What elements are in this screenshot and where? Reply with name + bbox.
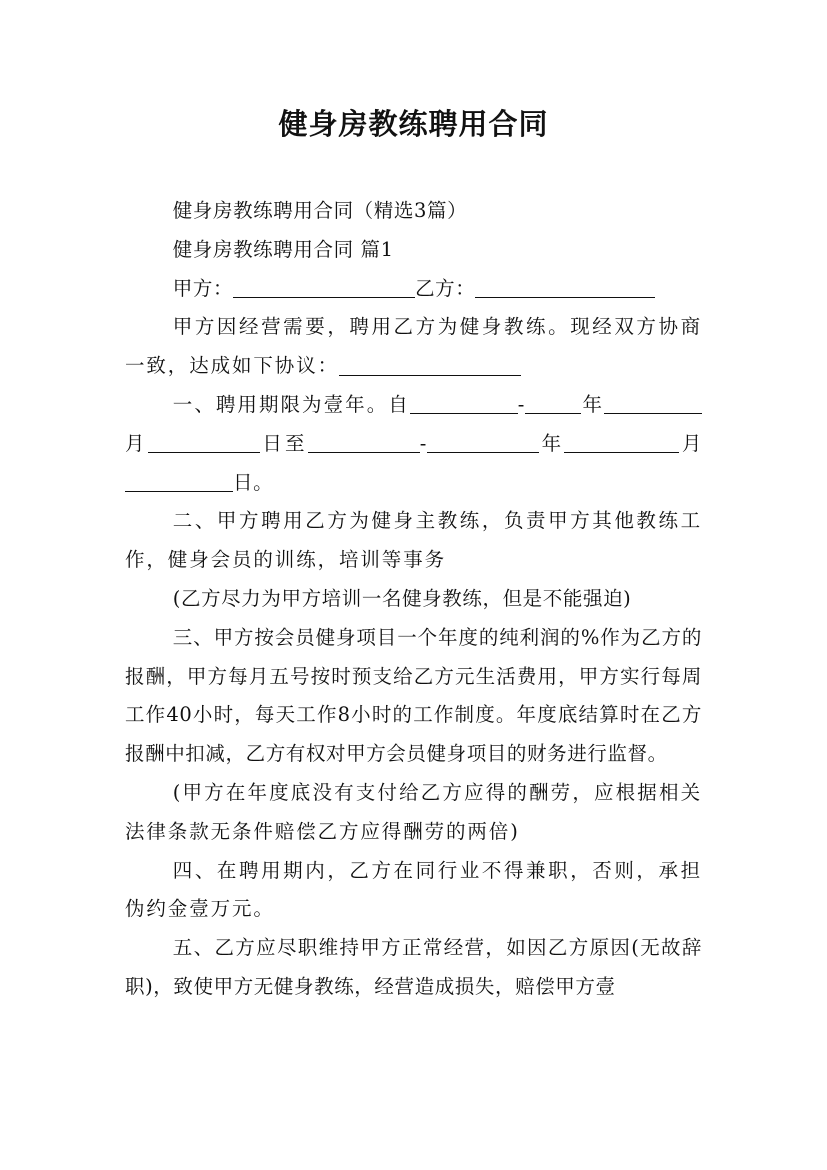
agreement-blank bbox=[339, 355, 521, 376]
document-title: 健身房教练聘用合同 bbox=[278, 107, 549, 141]
party-b-blank bbox=[475, 278, 655, 299]
party-b-label: 乙方： bbox=[415, 276, 476, 300]
end-day-blank bbox=[125, 472, 233, 493]
document-body bbox=[125, 192, 702, 1007]
party-a-label: 甲方： bbox=[172, 276, 234, 300]
clause-3: 三、甲方按会员健身项目一个年度的纯利润的%作为乙方的报酬，甲方每月五号按时预支给乙方元生活费用，甲方实行每周工作40小时，每天工作8小时的工作制度。年度底结算时在乙方报酬中扣减，乙方有权对甲方会员健身项目的财务进行监督。 bbox=[125, 625, 702, 766]
end-year-blank bbox=[427, 433, 539, 454]
section-heading: 健身房教练聘用合同 篇1 bbox=[172, 237, 394, 261]
clause1-year-b: 年 bbox=[538, 431, 565, 455]
clause1-day-to: 日至 bbox=[259, 431, 308, 455]
clause1-year-a: 年 bbox=[581, 392, 604, 416]
end-month-blank bbox=[564, 433, 679, 454]
start-date-blank bbox=[410, 394, 518, 415]
start-month-blank bbox=[604, 394, 702, 415]
intro-text: 甲方因经营需要，聘用乙方为健身教练。现经双方协商一致，达成如下协议： bbox=[125, 315, 702, 378]
clause-2-note: (乙方尽力为甲方培训一名健身教练，但是不能强迫) bbox=[172, 586, 632, 610]
start-day-blank bbox=[148, 433, 260, 454]
clause1-dash-b: - bbox=[419, 431, 427, 455]
clause-4: 四、在聘用期内，乙方在同行业不得兼职，否则，承担伪约金壹万元。 bbox=[125, 858, 702, 921]
clause1-dash-a: - bbox=[517, 392, 525, 416]
intro-paragraph bbox=[125, 308, 702, 386]
end-date-blank bbox=[308, 433, 420, 454]
parties-line bbox=[125, 270, 702, 309]
clause1-month-b: 月 bbox=[679, 431, 702, 455]
clause1-month-a: 月 bbox=[125, 431, 148, 455]
clause-1 bbox=[125, 386, 702, 502]
subtitle-paragraph: 健身房教练聘用合同（精选3篇） bbox=[172, 199, 468, 222]
clause-2: 二、甲方聘用乙方为健身主教练，负责甲方其他教练工作，健身会员的训练，培训等事务 bbox=[125, 509, 702, 572]
clause1-day-end: 日。 bbox=[233, 470, 274, 494]
clause-5: 五、乙方应尽职维持甲方正常经营，如因乙方原因(无故辞职)，致使甲方无健身教练，经营造成损失，赔偿甲方壹 bbox=[125, 936, 702, 998]
clause1-prefix: 一、聘用期限为壹年。自 bbox=[172, 392, 410, 416]
party-a-blank bbox=[233, 278, 415, 299]
clause-3-note: (甲方在年度底没有支付给乙方应得的酬劳，应根据相关法律条款无条件赔偿乙方应得酬劳的两倍) bbox=[125, 780, 702, 843]
start-year-blank bbox=[525, 394, 581, 415]
